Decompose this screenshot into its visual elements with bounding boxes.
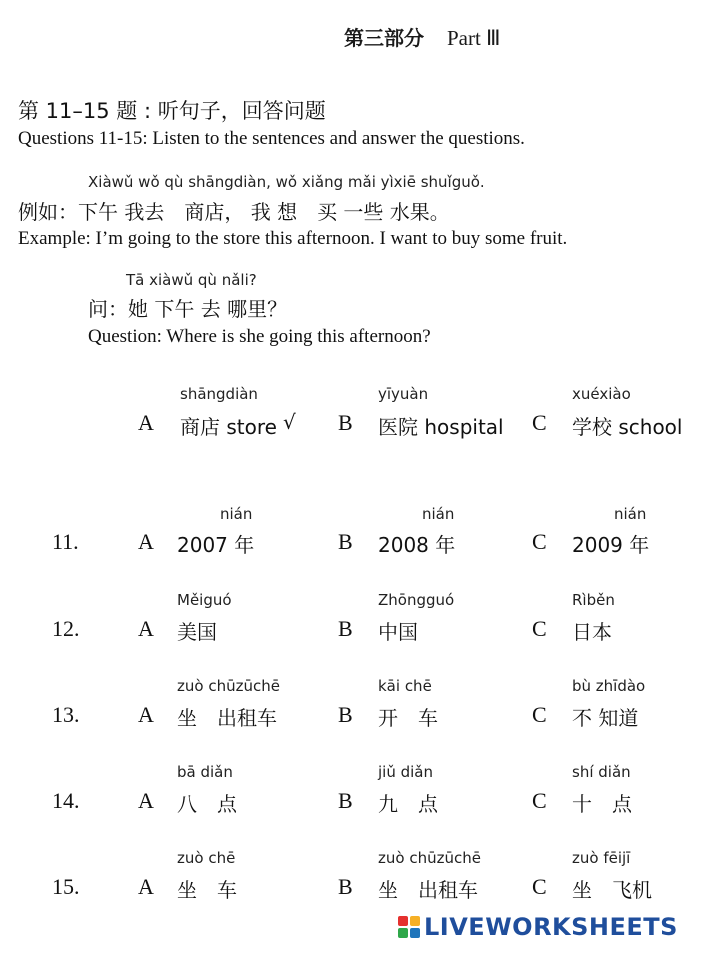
- option-c-text[interactable]: 不 知道: [572, 706, 639, 730]
- option-b-button[interactable]: B: [338, 788, 353, 813]
- option-pinyin: Zhōngguó: [378, 591, 455, 609]
- option-b-text[interactable]: 九 点: [378, 792, 438, 816]
- question-number: 12.: [52, 616, 80, 641]
- example-question-cn: 问：她 下午 去 哪里？: [88, 297, 288, 321]
- example-option-c-text: 学校 school: [572, 415, 683, 439]
- option-a-button[interactable]: A: [138, 702, 154, 727]
- option-b-text[interactable]: 坐 出租车: [378, 878, 478, 902]
- option-pinyin: shí diǎn: [572, 763, 631, 781]
- title-en: Part Ⅲ: [446, 26, 501, 50]
- question-number: 11.: [52, 529, 79, 554]
- option-pinyin: zuò fēijī: [572, 849, 631, 867]
- option-a-button[interactable]: A: [138, 529, 154, 554]
- option-pinyin: zuò chūzūchē: [378, 849, 481, 867]
- logo-text: LIVEWORKSHEETS: [424, 913, 678, 941]
- liveworksheets-logo[interactable]: [398, 913, 678, 941]
- option-pinyin: Rìběn: [572, 591, 615, 609]
- option-b-button[interactable]: B: [338, 616, 353, 641]
- option-b-button[interactable]: B: [338, 529, 353, 554]
- example-pinyin: Xiàwǔ wǒ qù shāngdiàn, wǒ xiǎng mǎi yìxiē shuǐguǒ.: [88, 173, 485, 191]
- logo-square-icon: [410, 916, 420, 926]
- option-pinyin: Měiguó: [177, 591, 232, 609]
- question-number: 15.: [52, 874, 80, 899]
- option-pinyin: shāngdiàn: [180, 385, 258, 403]
- option-a-text[interactable]: 八 点: [177, 792, 237, 816]
- option-letter: B: [338, 410, 353, 435]
- example-en: Example: I’m going to the store this afternoon. I want to buy some fruit.: [18, 228, 568, 249]
- option-c-button[interactable]: C: [532, 529, 547, 554]
- example-cn: 例如：下午 我去 商店， 我 想 买 一些 水果。: [18, 200, 450, 224]
- option-a-button[interactable]: A: [138, 788, 154, 813]
- option-a-button[interactable]: A: [138, 616, 154, 641]
- option-letter: C: [532, 410, 547, 435]
- option-pinyin: bù zhīdào: [572, 677, 646, 695]
- option-a-button[interactable]: A: [138, 874, 154, 899]
- option-b-button[interactable]: B: [338, 874, 353, 899]
- option-c-text[interactable]: 坐 飞机: [572, 878, 652, 902]
- option-pinyin: xuéxiào: [572, 385, 631, 403]
- option-pinyin: kāi chē: [378, 677, 432, 695]
- option-c-button[interactable]: C: [532, 874, 547, 899]
- option-c-button[interactable]: C: [532, 616, 547, 641]
- option-c-text[interactable]: 十 点: [572, 792, 632, 816]
- instructions-cn: 第 11–15 题 : 听句子，回答问题: [18, 99, 326, 123]
- question-number: 14.: [52, 788, 80, 813]
- logo-square-icon: [398, 928, 408, 938]
- option-pinyin: nián: [220, 505, 253, 523]
- checkmark-icon: √: [283, 410, 296, 434]
- option-a-text[interactable]: 美国: [177, 620, 217, 644]
- option-letter: A: [138, 410, 154, 435]
- logo-square-icon: [398, 916, 408, 926]
- option-a-text[interactable]: 坐 出租车: [177, 706, 277, 730]
- option-pinyin: zuò chūzūchē: [177, 677, 280, 695]
- page-title: [344, 22, 501, 51]
- option-pinyin: jiǔ diǎn: [378, 763, 433, 781]
- option-b-text[interactable]: 中国: [378, 620, 418, 644]
- instructions-en: Questions 11-15: Listen to the sentences and answer the questions.: [18, 128, 525, 149]
- option-b-text[interactable]: 开 车: [378, 706, 438, 730]
- example-question-pinyin: Tā xiàwǔ qù nǎli?: [126, 271, 257, 289]
- option-pinyin: nián: [422, 505, 455, 523]
- option-b-button[interactable]: B: [338, 702, 353, 727]
- option-pinyin: nián: [614, 505, 647, 523]
- title-cn: 第三部分: [344, 26, 424, 50]
- example-option-a-text: 商店 store: [180, 415, 277, 439]
- option-pinyin: bā diǎn: [177, 763, 233, 781]
- example-question-en: Question: Where is she going this afternoon?: [88, 326, 431, 347]
- option-c-text[interactable]: 日本: [572, 620, 612, 644]
- question-number: 13.: [52, 702, 80, 727]
- option-a-text[interactable]: 坐 车: [177, 878, 237, 902]
- option-b-text[interactable]: 2008 年: [378, 533, 456, 557]
- option-c-button[interactable]: C: [532, 702, 547, 727]
- logo-mark-icon: [398, 916, 420, 938]
- example-option-b-text: 医院 hospital: [378, 415, 504, 439]
- option-pinyin: zuò chē: [177, 849, 236, 867]
- option-pinyin: yīyuàn: [378, 385, 429, 403]
- option-c-button[interactable]: C: [532, 788, 547, 813]
- logo-square-icon: [410, 928, 420, 938]
- option-a-text[interactable]: 2007 年: [177, 533, 255, 557]
- option-c-text[interactable]: 2009 年: [572, 533, 650, 557]
